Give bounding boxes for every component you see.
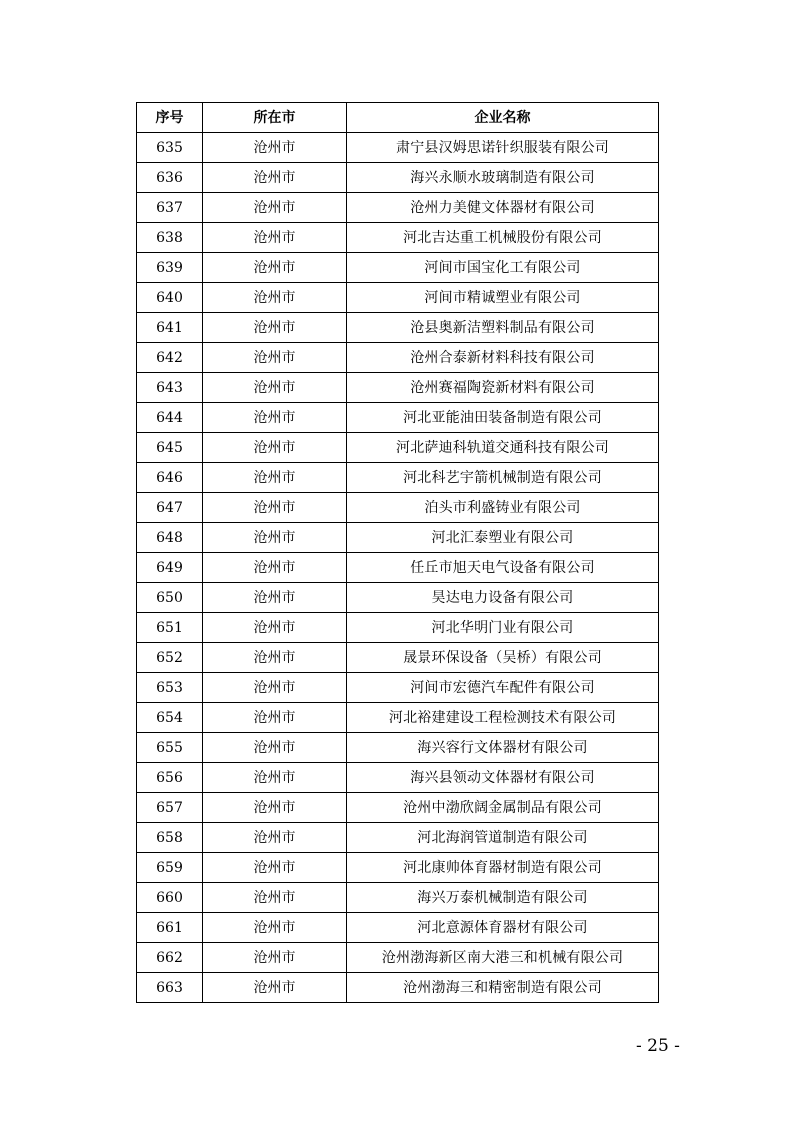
serial-number-cell: 656: [137, 763, 203, 793]
table-row: [137, 883, 659, 913]
city-cell: 沧州市: [203, 913, 347, 943]
table-row: [137, 613, 659, 643]
company-name-cell: 河北萨迪科轨道交通科技有限公司: [347, 433, 659, 463]
city-cell: 沧州市: [203, 883, 347, 913]
city-cell: 沧州市: [203, 523, 347, 553]
table-row: [137, 313, 659, 343]
city-cell: 沧州市: [203, 433, 347, 463]
company-name-cell: 任丘市旭天电气设备有限公司: [347, 553, 659, 583]
company-list-table: [136, 102, 659, 1003]
table-row: [137, 223, 659, 253]
serial-number-cell: 636: [137, 163, 203, 193]
city-cell: 沧州市: [203, 403, 347, 433]
company-name-cell: 河北吉达重工机械股份有限公司: [347, 223, 659, 253]
table-row: [137, 823, 659, 853]
header-city: 所在市: [203, 103, 347, 133]
table-row: [137, 283, 659, 313]
table-row: [137, 433, 659, 463]
company-name-cell: 沧州赛福陶瓷新材料有限公司: [347, 373, 659, 403]
city-cell: 沧州市: [203, 823, 347, 853]
company-name-cell: 河间市国宝化工有限公司: [347, 253, 659, 283]
city-cell: 沧州市: [203, 253, 347, 283]
company-name-cell: 肃宁县汉姆思诺针织服装有限公司: [347, 133, 659, 163]
company-name-cell: 河间市精诚塑业有限公司: [347, 283, 659, 313]
table-row: [137, 943, 659, 973]
city-cell: 沧州市: [203, 373, 347, 403]
serial-number-cell: 654: [137, 703, 203, 733]
table-row: [137, 403, 659, 433]
company-name-cell: 河北康帅体育器材制造有限公司: [347, 853, 659, 883]
company-name-cell: 河间市宏德汽车配件有限公司: [347, 673, 659, 703]
company-name-cell: 沧州合泰新材料科技有限公司: [347, 343, 659, 373]
city-cell: 沧州市: [203, 223, 347, 253]
company-name-cell: 沧州力美健文体器材有限公司: [347, 193, 659, 223]
table-row: [137, 703, 659, 733]
serial-number-cell: 650: [137, 583, 203, 613]
serial-number-cell: 641: [137, 313, 203, 343]
serial-number-cell: 655: [137, 733, 203, 763]
table-row: [137, 463, 659, 493]
table-row: [137, 913, 659, 943]
city-cell: 沧州市: [203, 673, 347, 703]
company-name-cell: 昊达电力设备有限公司: [347, 583, 659, 613]
city-cell: 沧州市: [203, 553, 347, 583]
table-row: [137, 193, 659, 223]
city-cell: 沧州市: [203, 583, 347, 613]
header-company-name: 企业名称: [347, 103, 659, 133]
serial-number-cell: 663: [137, 973, 203, 1003]
company-name-cell: 沧州中渤欣阔金属制品有限公司: [347, 793, 659, 823]
company-name-cell: 海兴容行文体器材有限公司: [347, 733, 659, 763]
serial-number-cell: 648: [137, 523, 203, 553]
header-serial-number: 序号: [137, 103, 203, 133]
serial-number-cell: 638: [137, 223, 203, 253]
company-name-cell: 沧县奥新洁塑料制品有限公司: [347, 313, 659, 343]
table-row: [137, 673, 659, 703]
city-cell: 沧州市: [203, 493, 347, 523]
table-row: [137, 733, 659, 763]
city-cell: 沧州市: [203, 793, 347, 823]
city-cell: 沧州市: [203, 703, 347, 733]
table-row: [137, 493, 659, 523]
table-row: [137, 853, 659, 883]
serial-number-cell: 649: [137, 553, 203, 583]
company-name-cell: 河北汇泰塑业有限公司: [347, 523, 659, 553]
company-name-cell: 河北裕建建设工程检测技术有限公司: [347, 703, 659, 733]
table-row: [137, 253, 659, 283]
header-row: [137, 103, 659, 133]
serial-number-cell: 639: [137, 253, 203, 283]
company-name-cell: 海兴万泰机械制造有限公司: [347, 883, 659, 913]
company-name-cell: 泊头市利盛铸业有限公司: [347, 493, 659, 523]
company-name-cell: 沧州渤海新区南大港三和机械有限公司: [347, 943, 659, 973]
city-cell: 沧州市: [203, 733, 347, 763]
serial-number-cell: 635: [137, 133, 203, 163]
table-row: [137, 133, 659, 163]
table-row: [137, 343, 659, 373]
serial-number-cell: 643: [137, 373, 203, 403]
city-cell: 沧州市: [203, 763, 347, 793]
city-cell: 沧州市: [203, 193, 347, 223]
table-row: [137, 373, 659, 403]
serial-number-cell: 651: [137, 613, 203, 643]
city-cell: 沧州市: [203, 973, 347, 1003]
serial-number-cell: 642: [137, 343, 203, 373]
city-cell: 沧州市: [203, 463, 347, 493]
serial-number-cell: 652: [137, 643, 203, 673]
table-body: [137, 133, 659, 1003]
city-cell: 沧州市: [203, 163, 347, 193]
serial-number-cell: 661: [137, 913, 203, 943]
company-name-cell: 海兴县领动文体器材有限公司: [347, 763, 659, 793]
company-name-cell: 海兴永顺水玻璃制造有限公司: [347, 163, 659, 193]
serial-number-cell: 644: [137, 403, 203, 433]
company-name-cell: 河北科艺宇箭机械制造有限公司: [347, 463, 659, 493]
serial-number-cell: 645: [137, 433, 203, 463]
company-name-cell: 沧州渤海三和精密制造有限公司: [347, 973, 659, 1003]
table-row: [137, 973, 659, 1003]
serial-number-cell: 640: [137, 283, 203, 313]
serial-number-cell: 657: [137, 793, 203, 823]
page-number: - 25 -: [636, 1036, 680, 1056]
serial-number-cell: 662: [137, 943, 203, 973]
company-name-cell: 河北海润管道制造有限公司: [347, 823, 659, 853]
serial-number-cell: 660: [137, 883, 203, 913]
city-cell: 沧州市: [203, 283, 347, 313]
serial-number-cell: 647: [137, 493, 203, 523]
serial-number-cell: 659: [137, 853, 203, 883]
city-cell: 沧州市: [203, 943, 347, 973]
table-row: [137, 553, 659, 583]
table-row: [137, 763, 659, 793]
city-cell: 沧州市: [203, 643, 347, 673]
city-cell: 沧州市: [203, 853, 347, 883]
table-row: [137, 583, 659, 613]
serial-number-cell: 646: [137, 463, 203, 493]
table-row: [137, 793, 659, 823]
city-cell: 沧州市: [203, 343, 347, 373]
table-row: [137, 523, 659, 553]
company-name-cell: 河北亚能油田装备制造有限公司: [347, 403, 659, 433]
city-cell: 沧州市: [203, 133, 347, 163]
company-name-cell: 晟景环保设备（吴桥）有限公司: [347, 643, 659, 673]
city-cell: 沧州市: [203, 613, 347, 643]
company-name-cell: 河北意源体育器材有限公司: [347, 913, 659, 943]
serial-number-cell: 637: [137, 193, 203, 223]
company-name-cell: 河北华明门业有限公司: [347, 613, 659, 643]
serial-number-cell: 653: [137, 673, 203, 703]
serial-number-cell: 658: [137, 823, 203, 853]
city-cell: 沧州市: [203, 313, 347, 343]
table-row: [137, 163, 659, 193]
table-row: [137, 643, 659, 673]
table-header: [137, 103, 659, 133]
